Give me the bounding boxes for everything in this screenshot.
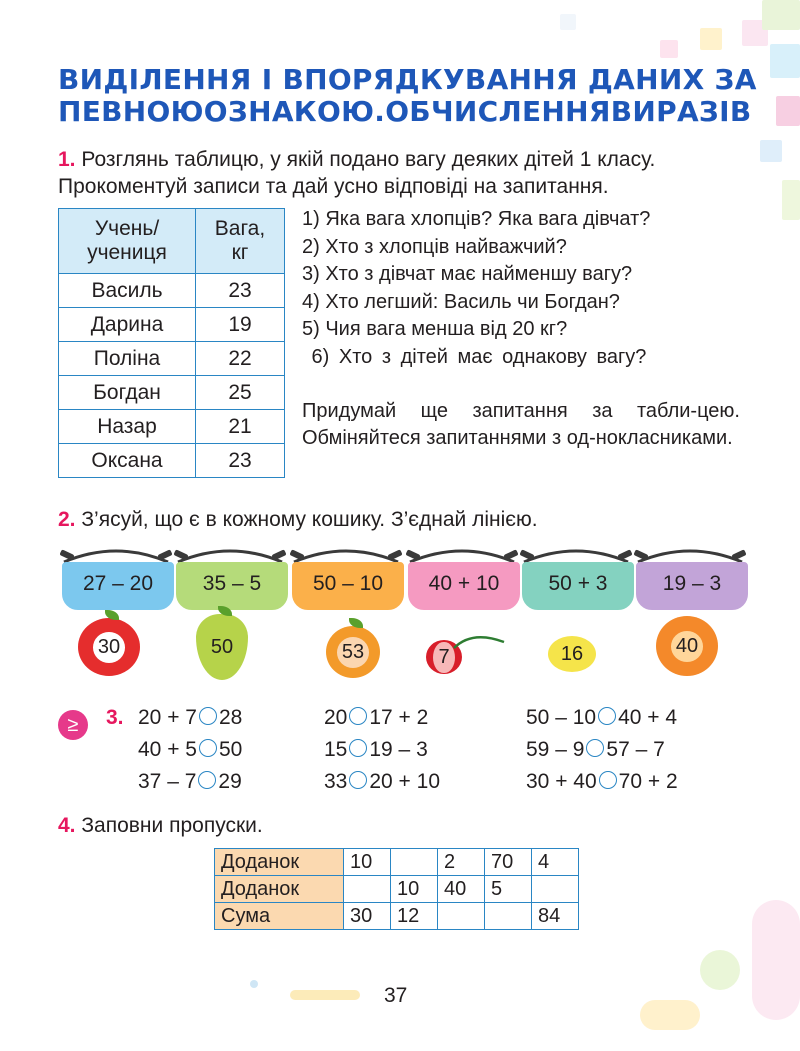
basket[interactable] (176, 562, 288, 610)
fruit-value: 53 (337, 637, 369, 668)
task3-number: 3. (106, 706, 124, 729)
table-row (215, 876, 579, 903)
compare-circle[interactable] (349, 707, 367, 725)
question-5: 5) Чия вага менша від 20 кг? (302, 318, 568, 340)
extra-task-text: Придумай ще запитання за табли-цею. Обміняйтеся запитаннями з од-нокласниками. (302, 400, 740, 449)
table-row (59, 308, 285, 342)
compare-circle[interactable] (349, 771, 367, 789)
task1-line2: Прокоментуй записи та дай усно відповіді на запитання. (58, 175, 609, 198)
blank-cell[interactable] (532, 876, 579, 903)
task3-column-1 (138, 702, 242, 798)
comparison-row (526, 702, 678, 734)
student-name: Василь (59, 274, 196, 308)
question-1: 1) Яка вага хлопців? Яка вага дівчат? (302, 208, 651, 230)
table-row (59, 342, 285, 376)
page-number: 37 (384, 984, 408, 1007)
fruit-value: 50 (210, 635, 234, 658)
comparison-row (324, 702, 440, 734)
basket[interactable] (522, 562, 634, 610)
title-line-2: ПЕВНОЮОЗНАКОЮ.ОБЧИСЛЕННЯВИРАЗІВ (58, 95, 752, 128)
compare-circle[interactable] (199, 707, 217, 725)
comparison-row (138, 734, 242, 766)
student-name: Назар (59, 410, 196, 444)
student-name: Оксана (59, 444, 196, 478)
task3-column-2 (324, 702, 440, 798)
title-line-1: ВИДІЛЕННЯ І ВПОРЯДКУВАННЯ ДАНИХ ЗА (58, 63, 757, 96)
basket-label: 27 – 20 (82, 572, 154, 595)
weights-header-row (59, 209, 285, 274)
lemon-icon[interactable] (548, 636, 596, 672)
fruit-value: 40 (671, 631, 703, 662)
fruit-value: 16 (560, 642, 584, 665)
table-row (59, 410, 285, 444)
header-student-l2: учениця (87, 241, 167, 264)
right-expression: 57 – 7 (606, 738, 665, 761)
row-label: Доданок (215, 849, 344, 876)
student-weight: 22 (196, 342, 285, 376)
table-row (59, 274, 285, 308)
header-student-l1: Учень/ (94, 217, 160, 240)
header-weight-l2: кг (231, 241, 249, 264)
comparison-row (138, 702, 242, 734)
right-expression: 29 (218, 770, 242, 793)
right-expression: 28 (218, 706, 243, 729)
basket-label: 50 + 3 (548, 572, 608, 595)
table-row (59, 444, 285, 478)
task4-intro (58, 812, 263, 839)
task2-text: З’ясуй, що є в кожному кошику. З’єднай лінією. (81, 508, 538, 531)
compare-circle[interactable] (198, 771, 216, 789)
left-expression: 50 – 10 (526, 706, 597, 729)
header-weight (196, 209, 285, 274)
value-cell: 2 (438, 849, 485, 876)
value-cell: 40 (438, 876, 485, 903)
student-weight: 25 (196, 376, 285, 410)
left-expression: 15 (324, 738, 348, 761)
student-weight: 21 (196, 410, 285, 444)
sum-table (214, 848, 579, 930)
basket[interactable] (408, 562, 520, 610)
compare-circle[interactable] (599, 771, 617, 789)
basket[interactable] (292, 562, 404, 610)
pear-icon[interactable] (196, 614, 248, 680)
left-expression: 20 + 7 (138, 706, 197, 729)
weights-table (58, 208, 285, 478)
right-expression: 20 + 10 (369, 770, 441, 793)
compare-icon: ≥ (58, 710, 88, 740)
header-student (59, 209, 196, 274)
comparison-row (526, 734, 678, 766)
task1-line1: Розглянь таблицю, у якій подано вагу деяких дітей 1 класу. (81, 148, 656, 171)
comparison-row (526, 766, 678, 798)
task1-intro (58, 146, 758, 200)
question-6: 6) Хто з дітей має однакову вагу? (302, 345, 647, 368)
value-cell: 70 (485, 849, 532, 876)
value-cell: 12 (391, 903, 438, 930)
blank-cell[interactable] (391, 849, 438, 876)
questions-list (302, 206, 744, 371)
left-expression: 37 – 7 (138, 770, 197, 793)
student-name: Богдан (59, 376, 196, 410)
left-expression: 40 + 5 (138, 738, 197, 761)
left-expression: 59 – 9 (526, 738, 585, 761)
fruit-value: 30 (93, 632, 125, 663)
right-expression: 70 + 2 (618, 770, 678, 793)
left-expression: 20 (324, 706, 348, 729)
task4-text: Заповни пропуски. (81, 814, 263, 837)
fruit-value: 7 (433, 642, 454, 673)
blank-cell[interactable] (438, 903, 485, 930)
task1-number: 1. (58, 148, 76, 171)
value-cell: 5 (485, 876, 532, 903)
row-label: Сума (215, 903, 344, 930)
blank-cell[interactable] (344, 876, 391, 903)
right-expression: 17 + 2 (369, 706, 429, 729)
student-name: Поліна (59, 342, 196, 376)
value-cell: 84 (532, 903, 579, 930)
compare-circle[interactable] (598, 707, 616, 725)
compare-circle[interactable] (199, 739, 217, 757)
task2-number: 2. (58, 508, 76, 531)
task2-intro (58, 506, 538, 533)
question-4: 4) Хто легший: Василь чи Богдан? (302, 290, 620, 313)
question-2: 2) Хто з хлопців найважчий? (302, 235, 567, 258)
comparison-row (324, 734, 440, 766)
peach-icon[interactable] (326, 626, 380, 678)
basket[interactable] (636, 562, 748, 610)
apple-icon[interactable] (78, 618, 140, 676)
comparison-row (138, 766, 242, 798)
right-expression: 40 + 4 (618, 706, 678, 729)
compare-circle[interactable] (586, 739, 604, 757)
comparison-row (324, 766, 440, 798)
basket-label: 40 + 10 (428, 572, 500, 595)
table-row (215, 903, 579, 930)
row-label: Доданок (215, 876, 344, 903)
task4-number: 4. (58, 814, 76, 837)
right-expression: 50 (218, 738, 243, 761)
orange-icon[interactable] (656, 616, 718, 676)
student-weight: 19 (196, 308, 285, 342)
value-cell: 4 (532, 849, 579, 876)
question-3: 3) Хто з дівчат має найменшу вагу? (302, 263, 633, 285)
basket-label: 19 – 3 (662, 572, 722, 595)
basket-label: 50 – 10 (312, 572, 384, 595)
table-row (215, 849, 579, 876)
header-weight-l1: Вага, (214, 217, 266, 240)
left-expression: 30 + 40 (526, 770, 597, 793)
basket[interactable] (62, 562, 174, 610)
value-cell: 30 (344, 903, 391, 930)
right-expression: 19 – 3 (369, 738, 428, 761)
student-weight: 23 (196, 274, 285, 308)
basket-label: 35 – 5 (202, 572, 262, 595)
compare-circle[interactable] (349, 739, 367, 757)
blank-cell[interactable] (485, 903, 532, 930)
value-cell: 10 (344, 849, 391, 876)
page-title (58, 63, 757, 128)
cherry-stem (452, 628, 506, 657)
left-expression: 33 (324, 770, 348, 793)
value-cell: 10 (391, 876, 438, 903)
task3-column-3 (526, 702, 678, 798)
student-name: Дарина (59, 308, 196, 342)
table-row (59, 376, 285, 410)
student-weight: 23 (196, 444, 285, 478)
